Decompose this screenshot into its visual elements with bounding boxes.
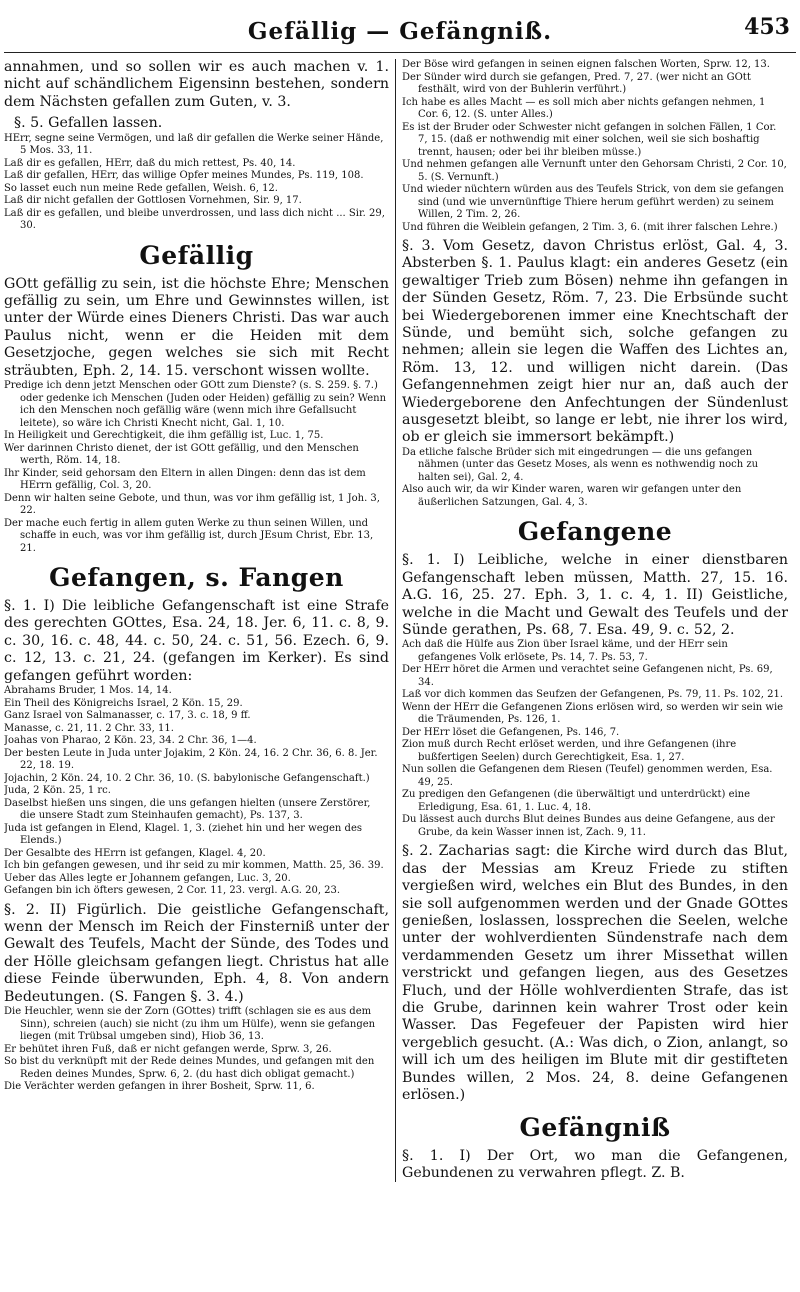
entry-heading: Gefangene — [517, 517, 673, 547]
right-column — [396, 59, 788, 1182]
reference-list — [4, 380, 389, 555]
list-item: Wenn der HErr die Gefangenen Zions erlösen wird, so werden wir sein wie die Träumenden, Ps. 126, 1. — [402, 701, 784, 726]
list-item: Der HErr löset die Gefangenen, Ps. 146, 7. — [402, 726, 620, 738]
intro-paragraph: annahmen, und so sollen wir es auch machen v. 1. nicht auf schändlichem Eigensinn bestehen, sondern dem Nächsten gefallen zum Guten, v. 3. — [4, 59, 389, 110]
list-item: Du lässest auch durchs Blut deines Bundes aus deine Gefangene, aus der Grube, da kein Wasser innen ist, Zach. 9, 11. — [402, 814, 775, 838]
list-item: Der HErr höret die Armen und verachtet seine Gefangenen nicht, Ps. 69, 34. — [402, 664, 773, 688]
reference-list — [402, 639, 788, 839]
list-item: Zu predigen den Gefangenen (die überwältigt und unterdrückt) eine Erledigung, Esa. 61, 1. Luc. 4, 18. — [402, 789, 751, 813]
list-item: Wer darinnen Christo dienet, der ist GOtt gefällig, und den Menschen werth, Röm. 14, 18. — [4, 442, 359, 467]
list-item: Ein Theil des Königreichs Israel, 2 Kön. 15, 29. — [4, 697, 243, 709]
list-item: In Heiligkeit und Gerechtigkeit, die ihm gefällig ist, Luc. 1, 75. — [4, 430, 324, 442]
page-header — [4, 0, 796, 53]
list-item: Der Böse wird gefangen in seinen eignen falschen Worten, Sprw. 12, 13. — [402, 59, 770, 70]
list-item: Es ist der Bruder oder Schwester nicht gefangen in solchen Fällen, 1 Cor. 7, 15. (daß er nothwendig mit einer solchen, weil sie sich boshaftig trennt, hausen; oder bei ihr bleiben müsse.) — [402, 121, 777, 158]
list-item: Der mache euch fertig in allem guten Werke zu thun seinen Willen, und schaffe in euch, was vor ihm gefällig ist, durch JEsum Christ, Ebr. 13, 21. — [4, 517, 374, 554]
list-item: Laß dir es gefallen, HErr, daß du mich rettest, Ps. 40, 14. — [4, 157, 296, 169]
list-item: So lasset euch nun meine Rede gefallen, Weish. 6, 12. — [4, 182, 278, 194]
list-item: Nun sollen die Gefangenen dem Riesen (Teufel) genommen werden, Esa. 49, 25. — [402, 764, 773, 788]
list-item: Juda, 2 Kön. 25, 1 rc. — [4, 785, 111, 797]
entry-paragraph: §. 3. Vom Gesetz, davon Christus erlöst, Gal. 4, 3. Absterben §. 1. Paulus klagt: ein anderes Gesetz (ein gewaltiger Trieb zum Bösen) nehme ihn gefangen in der Sünden Gesetz, Röm. 7, 23. Die Erbsünde sucht bei Wiedergeborenen immer eine Knechtschaft der Sünde, und bemüht sich, solche gefangen zu nehmen; allein sie legen die Waffen des Lichtes an, Röm. 13, 12. und willigen nicht darein. (Das Gefangennehmen zeigt hier nur an, daß auch der Wiedergeborene den Anfechtungen der Sündenlust ausgesetzt bleibt, so lange er lebt, nie ihrer los wird, ob er gleich sie immersort bekämpft.) — [402, 238, 788, 446]
page-number: 453 — [744, 14, 790, 40]
list-item: Er behütet ihren Fuß, daß er nicht gefangen werde, Sprw. 3, 26. — [4, 1043, 332, 1055]
list-item: Predige ich denn jetzt Menschen oder GOtt zum Dienste? (s. S. 259. §. 7.) oder gedenke ich Menschen (Juden oder Heiden) gefällig zu sein? Wenn ich den Menschen noch gefällig wäre (wenn mich ihre Gefallsucht leitete), so wäre ich Christi Knecht nicht, Gal. 1, 10. — [4, 380, 387, 429]
entry-paragraph: §. 1. I) Die leibliche Gefangenschaft ist eine Strafe des gerechten GOttes, Esa. 24, 18. Jer. 6, 11. c. 8, 9. c. 30, 16. c. 48, 44. c. 50, 24. c. 51, 56. Ezech. 6, 9. c. 12, 13. c. 21, 24. (gefangen im Kerker). Es sind gefangen geführt worden: — [4, 598, 389, 684]
reference-list — [4, 133, 389, 233]
left-column — [4, 59, 396, 1182]
list-item: Abrahams Bruder, 1 Mos. 14, 14. — [4, 685, 172, 697]
two-column-body — [4, 53, 796, 1182]
list-item: Die Heuchler, wenn sie der Zorn (GOttes) trifft (schlagen sie es aus dem Sinn), schreien (auch) sie nicht (zu ihm um Hülfe), wenn sie gefangen liegen (mit Trübsal umgeben sind), Hiob 36, 13. — [4, 1006, 376, 1043]
entry-heading: Gefällig — [139, 240, 254, 270]
list-item: Gefangen bin ich öfters gewesen, 2 Cor. 11, 23. vergl. A.G. 20, 23. — [4, 885, 341, 897]
list-item: Und nehmen gefangen alle Vernunft unter den Gehorsam Christi, 2 Cor. 10, 5. (S. Vernunft.) — [402, 159, 787, 183]
list-item: Laß dir nicht gefallen der Gottlosen Vornehmen, Sir. 9, 17. — [4, 195, 302, 207]
entry-heading: Gefangen, s. Fangen — [49, 563, 344, 593]
list-item: HErr, segne seine Vermögen, und laß dir gefallen die Werke seiner Hände, 5 Mos. 33, 11. — [4, 132, 384, 157]
entry-heading: Gefängniß — [519, 1112, 671, 1142]
list-item: Also auch wir, da wir Kinder waren, waren wir gefangen unter den äußerlichen Satzungen, Gal. 4, 3. — [402, 484, 742, 508]
entry-paragraph: §. 1. I) Leibliche, welche in einer dienstbaren Gefangenschaft leben müssen, Matth. 27, 15. 16. A.G. 16, 25. 27. Eph. 3, 1. c. 4, 1. II) Geistliche, welche in die Macht und Gewalt des Teufels und der Sünde gerathen, Ps. 68, 7. Esa. 49, 9. c. 52, 2. — [402, 552, 788, 638]
reference-list — [402, 59, 788, 234]
entry-paragraph: GOtt gefällig zu sein, ist die höchste Ehre; Menschen gefällig zu sein, um Ehre und Gewinnstes willen, ist unter der Würde eines Dieners Christi. Das war auch Paulus nicht, wenn er die Heiden mit dem Gesetzjoche, gegen welches sie sich mit Recht sträubten, Eph. 2, 14. 15. verschont wissen wollte. — [4, 275, 389, 379]
list-item: Joahas von Pharao, 2 Kön. 23, 34. 2 Chr. 36, 1—4. — [4, 735, 257, 747]
list-item: Laß dir gefallen, HErr, das willige Opfer meines Mundes, Ps. 119, 108. — [4, 170, 364, 182]
reference-list — [4, 1006, 389, 1094]
list-item: Ich bin gefangen gewesen, und ihr seid zu mir kommen, Matth. 25, 36. 39. — [4, 860, 384, 872]
reference-list — [402, 447, 788, 510]
list-item: Der Sünder wird durch sie gefangen, Pred. 7, 27. (wer nicht an GOtt festhält, wird von der Buhlerin verführt.) — [402, 71, 751, 95]
list-item: Ueber das Alles legte er Johannem gefangen, Luc. 3, 20. — [4, 872, 291, 884]
list-item: Laß vor dich kommen das Seufzen der Gefangenen, Ps. 79, 11. Ps. 102, 21. — [402, 689, 784, 701]
entry-paragraph: §. 2. Zacharias sagt: die Kirche wird durch das Blut, das der Messias am Kreuz Friede zu stiften vergießen wird, welches ein Blut des Bundes, in den sie soll aufgenommen werden und der Gnade GOttes genießen, loslassen, lossprechen die Seelen, welche unter der wohlverdienten Sündenstrafe nach dem verdammenden Gesetz um ihrer Missethat willen verstrickt und gefangen liegen, aus des Gesetzes Fluch, und der Hölle wohlverdienten Strafe, das ist die Grube, darinnen kein wahrer Trost oder kein Wasser. Das Fegefeuer der Papisten wird hier vergeblich gesucht. (A.: Was dich, o Zion, anlangt, so will ich um des heiligen im Blute mit dir gestifteten Bundes willen, 2 Mos. 24, 8. deine Gefangenen erlösen.) — [402, 843, 788, 1104]
list-item: Und führen die Weiblein gefangen, 2 Tim. 3, 6. (mit ihrer falschen Lehre.) — [402, 221, 778, 233]
list-item: Und wieder nüchtern würden aus des Teufels Strick, von dem sie gefangen sind (und wie unvernünftige Thiere herum geführt werden) zu seinem Willen, 2 Tim. 2, 26. — [402, 184, 784, 220]
list-item: Ganz Israel von Salmanasser, c. 17, 3. c. 18, 9 ff. — [4, 710, 251, 722]
list-item: Die Verächter werden gefangen in ihrer Bosheit, Sprw. 11, 6. — [4, 1081, 315, 1093]
entry-paragraph: §. 1. I) Der Ort, wo man die Gefangenen, Gebundenen zu verwahren pflegt. Z. B. — [402, 1147, 788, 1181]
list-item: Da etliche falsche Brüder sich mit eingedrungen — die uns gefangen nähmen (unter das Gesetz Moses, als wenn es nothwendig noch zu halten sei), Gal. 2, 4. — [402, 446, 759, 483]
list-item: Der Gesalbte des HErrn ist gefangen, Klagel. 4, 20. — [4, 847, 266, 859]
list-item: Laß dir es gefallen, und bleibe unverdrossen, und lass dich nicht ... Sir. 29, 30. — [4, 207, 385, 232]
list-item: Ach daß die Hülfe aus Zion über Israel käme, und der HErr sein gefangenes Volk erlösete, Ps. 14, 7. Ps. 53, 7. — [402, 639, 728, 663]
list-item: Manasse, c. 21, 11. 2 Chr. 33, 11. — [4, 722, 174, 734]
list-item: Daselbst hießen uns singen, die uns gefangen hielten (unsere Zerstörer, die unsere Stadt zum Steinhaufen gemacht), Ps. 137, 3. — [4, 797, 371, 822]
list-item: So bist du verknüpft mit der Rede deines Mundes, und gefangen mit den Reden deines Mundes, Sprw. 6, 2. (du hast dich obligat gemacht.) — [4, 1056, 375, 1080]
reference-list — [4, 685, 389, 898]
list-item: Jojachin, 2 Kön. 24, 10. 2 Chr. 36, 10. (S. babylonische Gefangenschaft.) — [4, 772, 370, 784]
entry-paragraph: §. 2. II) Figürlich. Die geistliche Gefangenschaft, wenn der Mensch im Reich der Finsterniß unter der Gewalt des Teufels, Macht der Sünde, des Todes und der Hölle gleichsam gefangen liegt. Christus hat alle diese Feinde überwunden, Eph. 4, 8. Von andern Bedeutungen. (S. Fangen §. 3. 4.) — [4, 901, 389, 1005]
list-item: Juda ist gefangen in Elend, Klagel. 1, 3. (ziehet hin und her wegen des Elends.) — [4, 822, 363, 847]
section-heading: §. 5. Gefallen lassen. — [14, 115, 163, 132]
list-item: Der besten Leute in Juda unter Jojakim, 2 Kön. 24, 16. 2 Chr. 36, 6. 8. Jer. 22, 18. 19. — [4, 747, 378, 772]
list-item: Zion muß durch Recht erlöset werden, und ihre Gefangenen (ihre bußfertigen Seelen) durch Gerechtigkeit, Esa. 1, 27. — [402, 739, 737, 763]
running-head: Gefällig — Gefängniß. — [247, 18, 553, 45]
list-item: Denn wir halten seine Gebote, und thun, was vor ihm gefällig ist, 1 Joh. 3, 22. — [4, 492, 380, 517]
list-item: Ihr Kinder, seid gehorsam den Eltern in allen Dingen: denn das ist dem HErrn gefällig, Col. 3, 20. — [4, 467, 366, 492]
list-item: Ich habe es alles Macht — es soll mich aber nichts gefangen nehmen, 1 Cor. 6, 12. (S. unter Alles.) — [402, 96, 766, 120]
